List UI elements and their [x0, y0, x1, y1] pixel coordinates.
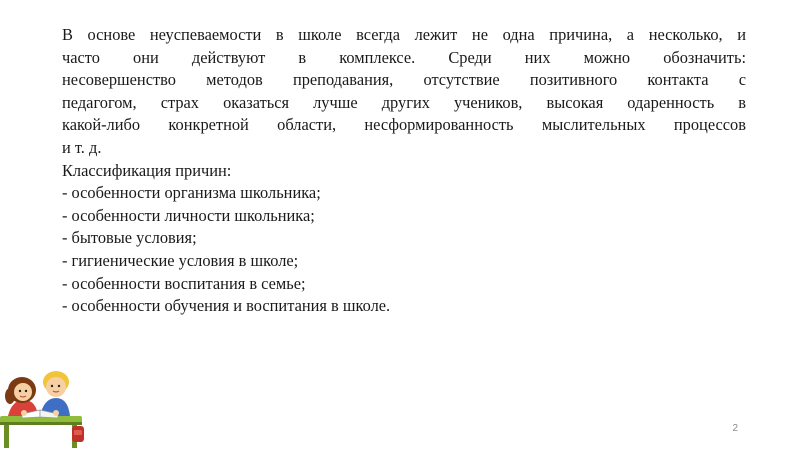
list-item: - особенности организма школьника; [62, 183, 321, 203]
list-item: - особенности обучения и воспитания в школе. [62, 296, 391, 316]
paragraph-line: и т. д. [62, 137, 102, 157]
text-block [62, 24, 746, 318]
children-reading-at-desk-icon [0, 360, 92, 450]
list-item: - гигиенические условия в школе; [62, 250, 299, 270]
intro-paragraph [62, 24, 746, 160]
list-item: - бытовые условия; [62, 228, 197, 248]
causes-list [62, 182, 746, 318]
paragraph-line: В основе неуспеваемости в школе всегда лежит не одна причина, а несколько, и [62, 25, 746, 44]
page-number: 2 [732, 423, 738, 434]
list-item: - особенности личности школьника; [62, 205, 315, 225]
classification-heading: Классификация причин: [62, 160, 232, 180]
list-item: - особенности воспитания в семье; [62, 273, 306, 293]
paragraph-line: несовершенство методов преподавания, отсутствие позитивного контакта с [62, 70, 746, 90]
paragraph-line: часто они действуют в комплексе. Среди них можно обозначить: [62, 47, 746, 67]
paragraph-line: какой-либо конкретной области, несформированность мыслительных процессов [62, 115, 746, 135]
paragraph-line: педагогом, страх оказаться лучше других учеников, высокая одаренность в [62, 92, 746, 112]
